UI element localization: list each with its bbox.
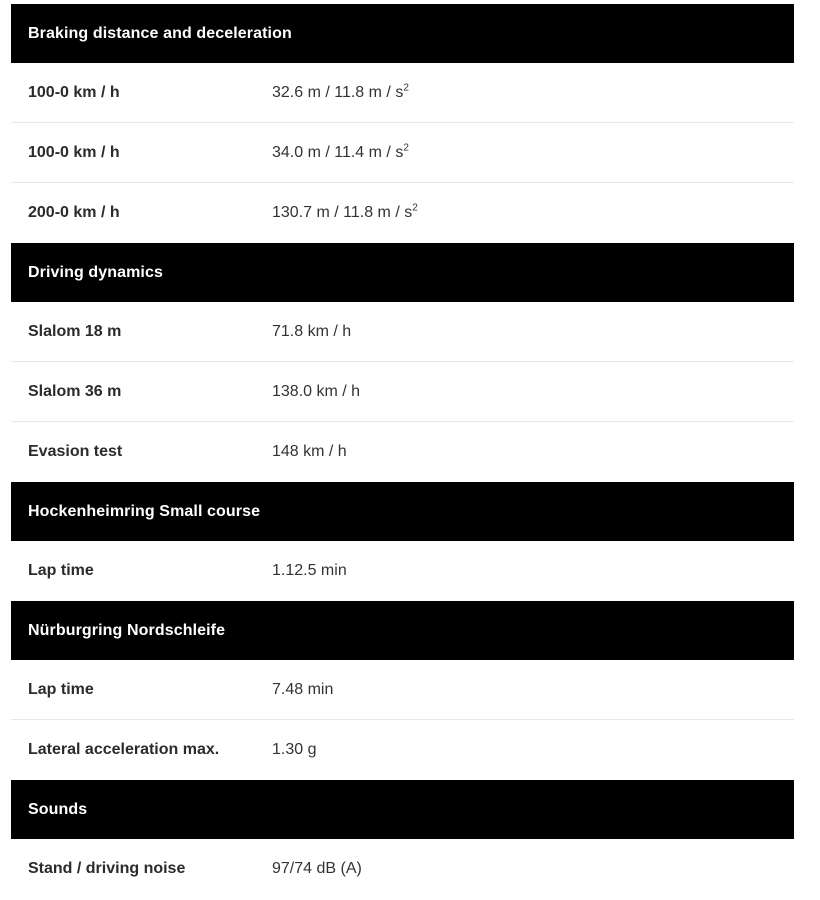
- superscript: 2: [403, 142, 409, 154]
- table-row: [11, 541, 794, 601]
- spec-table: [11, 4, 794, 899]
- section-header-driving-dynamics: Driving dynamics: [11, 243, 794, 302]
- row-label: Lateral acceleration max.: [28, 741, 220, 758]
- table-row: [11, 302, 794, 362]
- row-value: 32.6 m / 11.8 m / $s^2$: [272, 82, 409, 101]
- row-label: Slalom 18 m: [28, 322, 122, 340]
- table-row: [11, 63, 794, 123]
- row-label: 200-0 km / h: [28, 204, 120, 221]
- row-value: 138.0 km / h: [272, 382, 361, 400]
- row-value: 1.30 g: [272, 741, 317, 758]
- superscript: 2: [403, 82, 409, 94]
- section-header-braking: Braking distance and deceleration: [11, 4, 794, 63]
- row-value: 71.8 km / h: [272, 322, 352, 340]
- table-row: [11, 123, 794, 183]
- row-value: 148 km / h: [272, 443, 347, 460]
- row-label: Evasion test: [28, 443, 123, 460]
- section-header-nurburgring: Nürburgring Nordschleife: [11, 601, 794, 660]
- row-label: Slalom 36 m: [28, 382, 122, 400]
- section-header-sounds: Sounds: [11, 780, 794, 839]
- row-value: 130.7 m / 11.8 m / $s^2$: [272, 202, 418, 221]
- row-label: Lap time: [28, 562, 94, 579]
- table-row: [11, 362, 794, 422]
- row-value: 97/74 dB (A): [272, 860, 362, 877]
- row-value: 7.48 min: [272, 680, 334, 698]
- row-label: Lap time: [28, 680, 94, 698]
- table-row: [11, 422, 794, 482]
- table-row: [11, 183, 794, 243]
- row-value: 1.12.5 min: [272, 562, 347, 579]
- table-row: [11, 660, 794, 720]
- row-label: 100-0 km / h: [28, 83, 120, 101]
- table-row: [11, 839, 794, 899]
- row-label: Stand / driving noise: [28, 860, 186, 877]
- row-value: 34.0 m / 11.4 m / $s^2$: [272, 142, 409, 161]
- table-row: [11, 720, 794, 780]
- section-header-hockenheimring: Hockenheimring Small course: [11, 482, 794, 541]
- row-label: 100-0 km / h: [28, 143, 120, 161]
- superscript: 2: [412, 202, 418, 214]
